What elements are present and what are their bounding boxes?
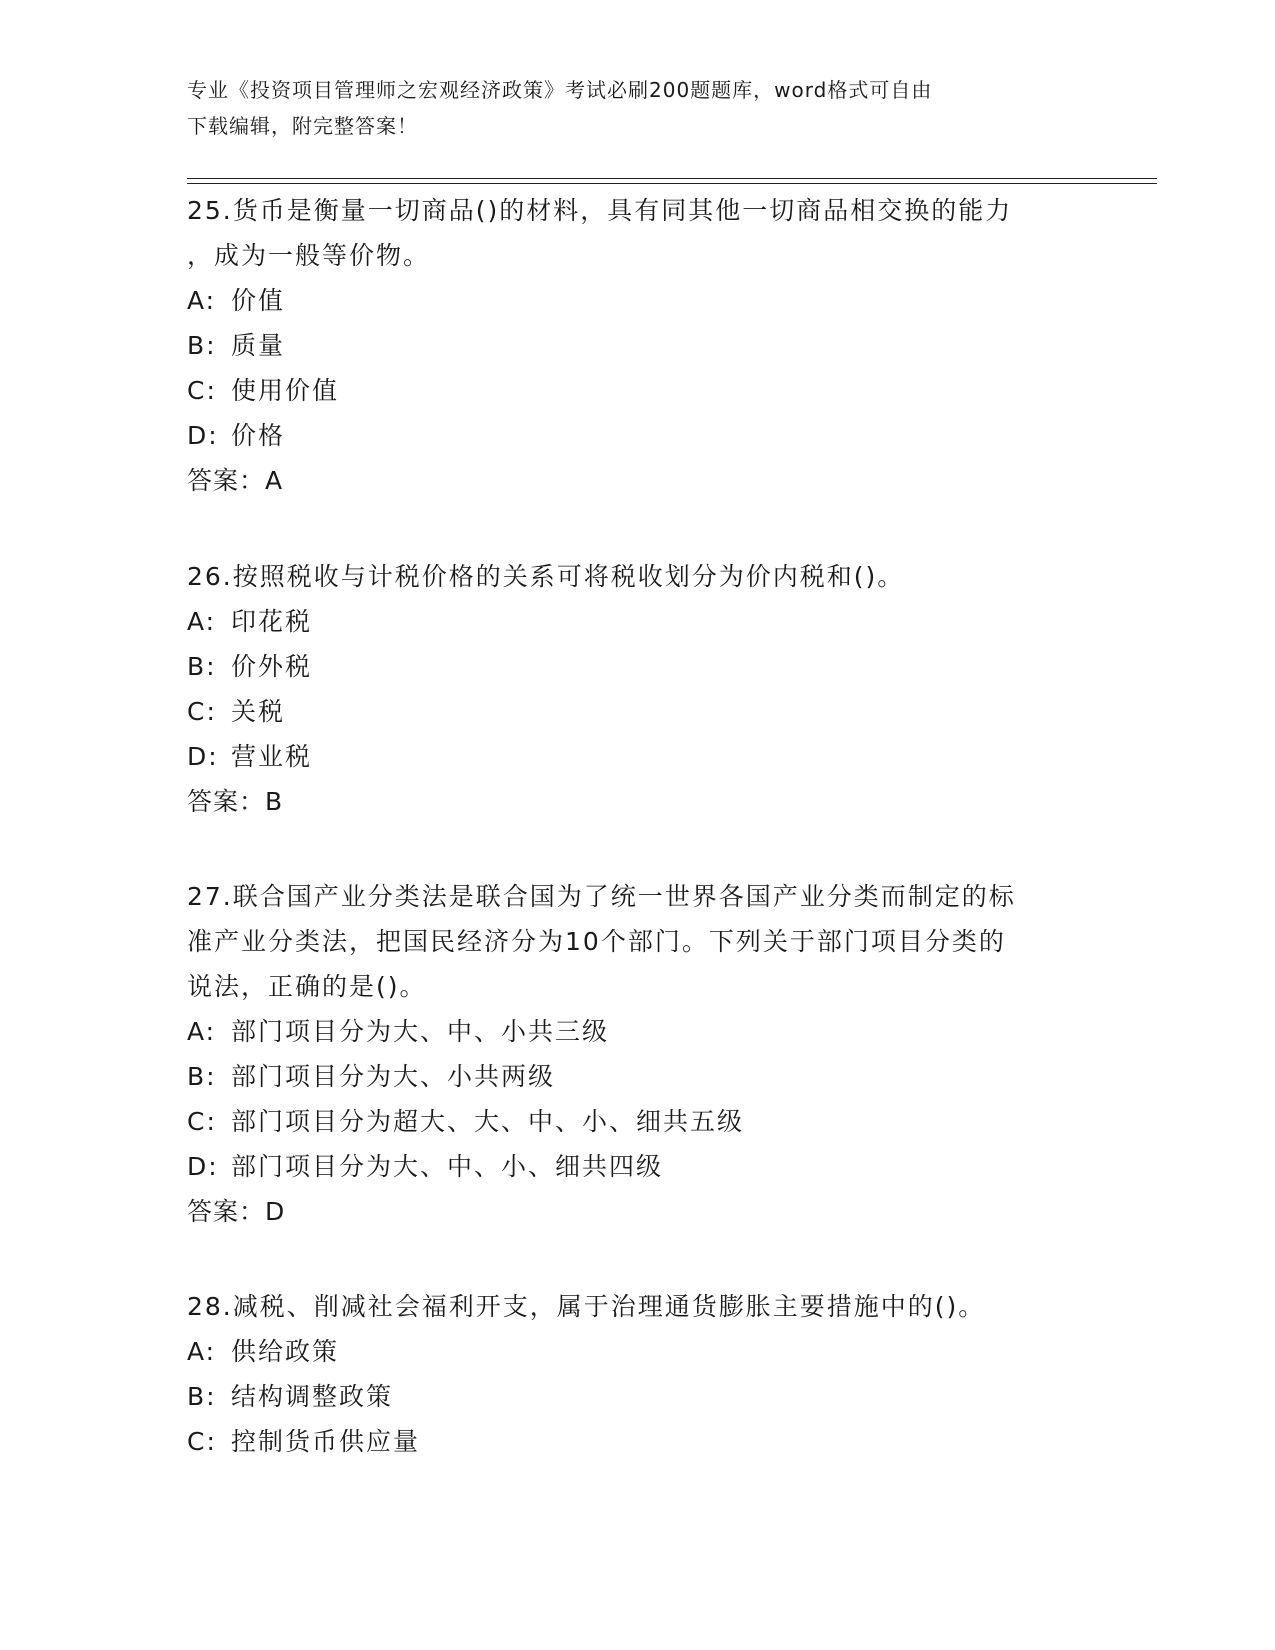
question-stem-line: 25.货币是衡量一切商品()的材料，具有同其他一切商品相交换的能力 [187,196,1013,225]
question-25 [187,188,1087,503]
option-text: 部门项目分为大、中、小共三级 [231,1017,610,1046]
answer: 答案：B [187,787,284,816]
option-text: 关税 [231,697,286,726]
option-text: 营业税 [231,742,313,771]
option-c [187,689,1087,734]
option-key: C: [187,1427,217,1456]
option-b [187,323,1087,368]
option-d [187,413,1087,458]
option-c [187,1419,1087,1464]
header-divider-top [187,178,1157,179]
option-key: B: [187,652,217,681]
option-key: B: [187,331,217,360]
option-a [187,1009,1087,1054]
header-line-2: 下载编辑，附完整答案！ [187,114,418,138]
question-stem-line: ，成为一般等价物。 [187,241,431,270]
option-text: 质量 [231,331,286,360]
option-key: B: [187,1382,217,1411]
option-key: A: [187,286,217,315]
option-b [187,1054,1087,1099]
option-text: 控制货币供应量 [231,1427,421,1456]
option-key: B: [187,1062,217,1091]
option-key: A: [187,1337,217,1366]
header-line-1: 专业《投资项目管理师之宏观经济政策》考试必刷200题题库，word格式可自由 [187,78,933,102]
question-27 [187,874,1087,1234]
option-key: A: [187,1017,217,1046]
answer: 答案：D [187,1197,286,1226]
option-c [187,1099,1087,1144]
question-stem-line: 准产业分类法，把国民经济分为10个部门。下列关于部门项目分类的 [187,927,1006,956]
option-text: 部门项目分为超大、大、中、小、细共五级 [231,1107,745,1136]
option-key: C: [187,376,217,405]
header-divider-bottom [187,183,1157,184]
option-key: C: [187,1107,217,1136]
option-a [187,599,1087,644]
option-d [187,734,1087,779]
question-28 [187,1284,1087,1464]
option-text: 印花税 [231,607,313,636]
option-key: D: [187,742,219,771]
answer: 答案：A [187,466,284,495]
question-stem-line: 27.联合国产业分类法是联合国为了统一世界各国产业分类而制定的标 [187,882,1016,911]
option-text: 使用价值 [231,376,340,405]
option-key: D: [187,1152,219,1181]
option-text: 价格 [231,421,286,450]
option-text: 价外税 [231,652,313,681]
option-text: 供给政策 [231,1337,340,1366]
option-text: 价值 [231,286,286,315]
option-text: 部门项目分为大、小共两级 [231,1062,556,1091]
option-a [187,278,1087,323]
question-26 [187,554,1087,824]
option-b [187,644,1087,689]
option-text: 部门项目分为大、中、小、细共四级 [231,1152,664,1181]
document-header [187,72,1087,144]
option-key: D: [187,421,219,450]
option-c [187,368,1087,413]
option-key: A: [187,607,217,636]
option-b [187,1374,1087,1419]
question-stem-line: 28.减税、削减社会福利开支，属于治理通货膨胀主要措施中的()。 [187,1292,986,1321]
option-a [187,1329,1087,1374]
question-stem-line: 说法，正确的是()。 [187,972,427,1001]
question-stem-line: 26.按照税收与计税价格的关系可将税收划分为价内税和()。 [187,562,905,591]
option-d [187,1144,1087,1189]
option-text: 结构调整政策 [231,1382,394,1411]
option-key: C: [187,697,217,726]
